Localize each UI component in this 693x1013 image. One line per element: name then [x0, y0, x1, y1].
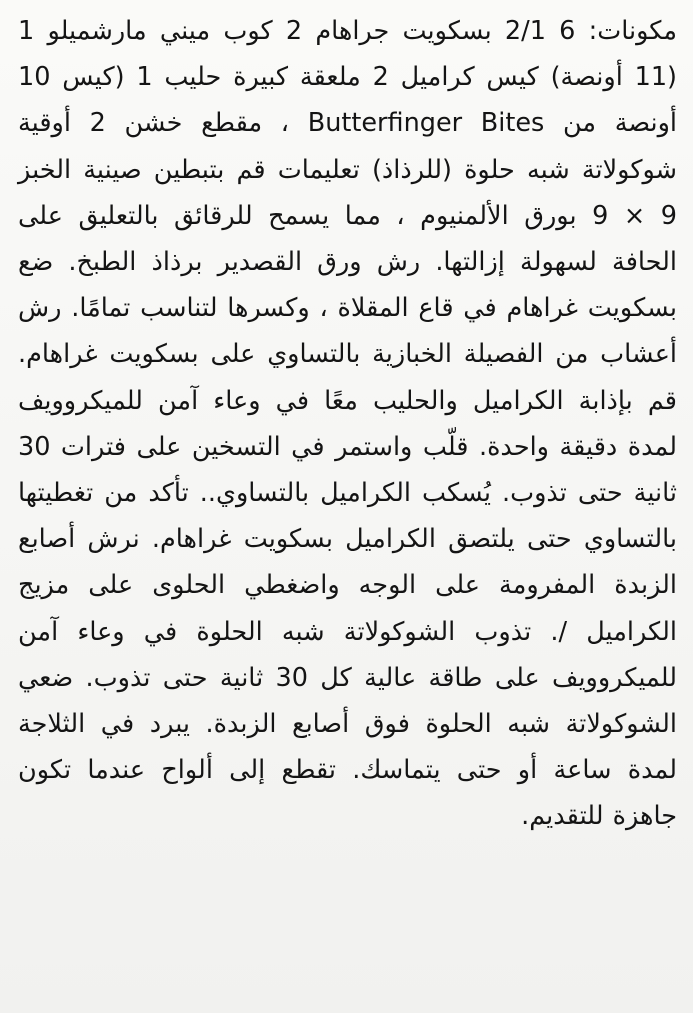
recipe-text: مكونات: 6 2/1 بسكويت جراهام 2 كوب ميني مارشميلو 1 (11 أونصة) كيس كراميل 2 ملعقة كبيرة حليب 1 (كيس 10 أونصة من Butterfinger Bites ، مقطع خشن 2 أوقية شوكولاتة شبه حلوة (للرذاذ) تعليمات قم بتبطين صينية الخبز 9 × 9 بورق الألمنيوم ، مما يسمح للرقائق بالتعليق على الحافة لسهولة إزالتها. رش ورق القصدير برذاذ الطبخ. ضع بسكويت غراهام في قاع المقلاة ، وكسرها لتناسب تمامًا. رش أعشاب من الفصيلة الخبازية بالتساوي على بسكويت غراهام. قم بإذابة الكراميل والحليب معًا في وعاء آمن للميكروويف لمدة دقيقة واحدة. قلّب واستمر في التسخين على فترات 30 ثانية حتى تذوب. يُسكب الكراميل بالتساوي.. تأكد من تغطيتها بالتساوي حتى يلتصق الكراميل بسكويت غراهام. نرش أصابع الزبدة المفرومة على الوجه واضغطي الحلوى على مزيج الكراميل /. تذوب الشوكولاتة شبه الحلوة في وعاء آمن للميكروويف على طاقة عالية كل 30 ثانية حتى تذوب. ضعي الشوكولاتة شبه الحلوة فوق أصابع الزبدة. يبرد في الثلاجة لمدة ساعة أو حتى يتماسك. تقطع إلى ألواح عندما تكون جاهزة للتقديم. [18, 16, 678, 832]
